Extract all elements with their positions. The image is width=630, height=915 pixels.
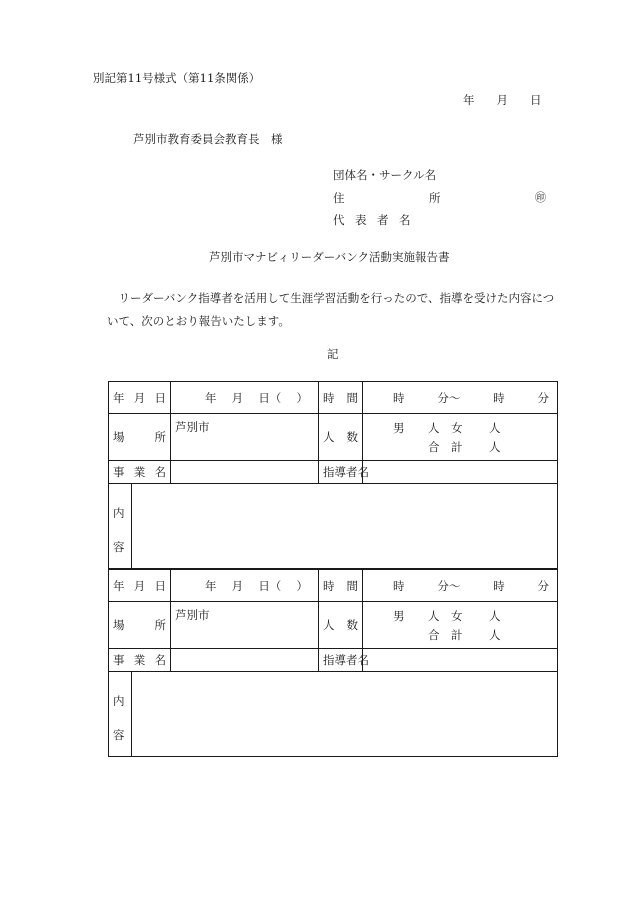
count-value-cell[interactable]: 男 人 女 人 合 計 人	[363, 602, 558, 649]
content-value-area[interactable]	[132, 672, 557, 756]
date-value-cell[interactable]: 年 月 日（ ）	[171, 570, 319, 602]
date-day-label: 日	[530, 93, 542, 107]
report-table-2	[108, 569, 558, 757]
instructor-value-cell[interactable]	[363, 649, 558, 672]
place-value-cell[interactable]: 芦別市	[171, 414, 319, 461]
content-row	[109, 484, 558, 569]
representative-label	[333, 212, 421, 228]
address-label-1: 住	[333, 191, 345, 205]
place-label-cell: 場 所	[109, 414, 171, 461]
instructor-value-cell[interactable]	[363, 461, 558, 484]
time-value-cell[interactable]: 時 分～ 時 分	[363, 570, 558, 602]
count-label-cell: 人 数	[319, 414, 363, 461]
time-label-cell: 時 間	[319, 570, 363, 602]
report-table-1	[108, 381, 558, 569]
time-label-cell: 時 間	[319, 382, 363, 414]
place-value-cell[interactable]: 芦別市	[171, 602, 319, 649]
instructor-label-cell: 指導者名	[319, 461, 363, 484]
content-label: 内 容	[109, 484, 132, 568]
org-name-label: 団体名・サークル名	[333, 168, 437, 182]
date-month-label: 月	[496, 93, 508, 107]
rep-char: 者	[377, 213, 389, 227]
date-year-label: 年	[463, 93, 475, 107]
business-value-cell[interactable]	[171, 649, 319, 672]
submission-date	[463, 92, 542, 108]
addressee: 芦別市教育委員会教育長 様	[133, 132, 283, 146]
count-label-cell: 人 数	[319, 602, 363, 649]
count-value-cell[interactable]: 男 人 女 人 合 計 人	[363, 414, 558, 461]
instructor-label-cell: 指導者名	[319, 649, 363, 672]
business-label-cell: 事 業 名	[109, 461, 171, 484]
rep-char: 表	[355, 213, 367, 227]
seal-mark: ㊞	[535, 191, 546, 204]
form-number-label: 別記第11号様式（第11条関係）	[93, 71, 261, 85]
rep-char: 名	[399, 213, 411, 227]
content-label: 内 容	[109, 672, 132, 756]
business-label-cell: 事 業 名	[109, 649, 171, 672]
address-label-2: 所	[429, 191, 441, 205]
body-text: リーダーバンク指導者を活用して生涯学習活動を行ったので、指導を受けた内容について、次のとおり報告いたします。	[107, 291, 555, 328]
date-value-cell[interactable]: 年 月 日（ ）	[171, 382, 319, 414]
date-label-cell: 年 月 日	[109, 570, 171, 602]
place-label-cell: 場 所	[109, 602, 171, 649]
business-value-cell[interactable]	[171, 461, 319, 484]
date-label-cell: 年 月 日	[109, 382, 171, 414]
document-title: 芦別市マナビィリーダーバンク活動実施報告書	[209, 250, 450, 264]
time-value-cell[interactable]: 時 分～ 時 分	[363, 382, 558, 414]
rep-char: 代	[333, 213, 345, 227]
ki-heading: 記	[327, 347, 339, 361]
content-row	[109, 672, 558, 757]
content-value-area[interactable]	[132, 484, 557, 568]
